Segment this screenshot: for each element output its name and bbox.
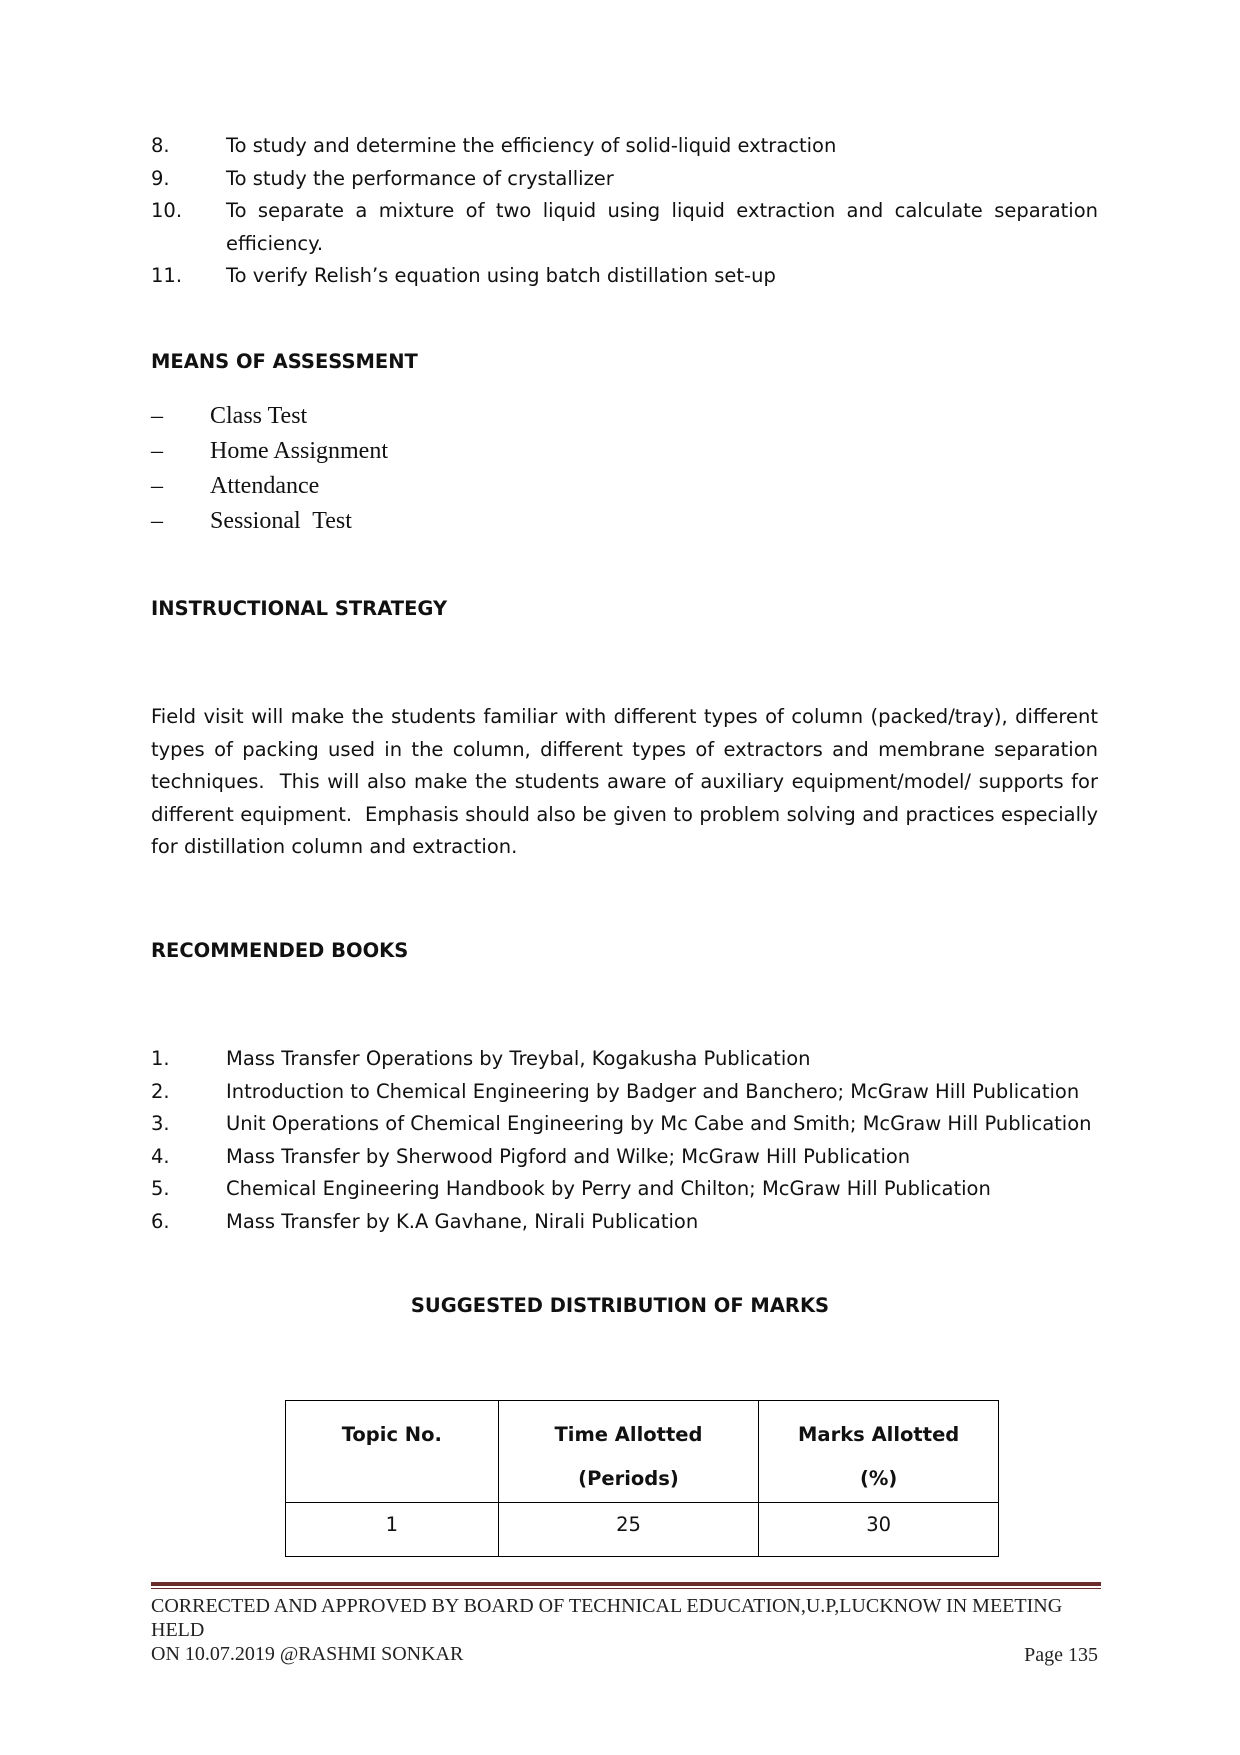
list-text: Class Test <box>210 403 308 429</box>
table-row <box>286 1503 999 1557</box>
marks-heading: SUGGESTED DISTRIBUTION OF MARKS <box>410 1294 830 1317</box>
strategy-paragraph: Field visit will make the students familiar with different types of column (packed/tray), different types of packing used in the column, different types of extractors and membrane separation techniques. This will also make the students aware of auxiliary equipment/model/ supports for different equipment. Emphasis should also be given to problem solving and practices especially for distillation column and extraction. <box>151 705 1105 858</box>
list-number: 6. <box>151 1209 170 1233</box>
list-item <box>151 195 1098 260</box>
table-header-row <box>286 1401 999 1503</box>
list-number: 10. <box>151 199 183 222</box>
list-item <box>151 399 388 434</box>
list-text: Introduction to Chemical Engineering by Badger and Banchero; McGraw Hill Publication <box>226 1079 1080 1103</box>
list-number: 1. <box>151 1047 170 1070</box>
assessment-list <box>151 399 388 539</box>
list-item <box>151 434 388 469</box>
list-number: 4. <box>151 1144 170 1168</box>
list-item <box>151 260 1098 293</box>
list-text: To verify Relish’s equation using batch distillation set-up <box>226 264 776 287</box>
books-list <box>151 1043 1098 1238</box>
list-text: Attendance <box>210 473 320 499</box>
list-item <box>151 504 388 539</box>
list-text: Home Assignment <box>210 438 388 464</box>
list-text: Mass Transfer by Sherwood Pigford and Wilke; McGraw Hill Publication <box>226 1144 911 1168</box>
assessment-heading: MEANS OF ASSESSMENT <box>151 350 418 373</box>
list-number: 8. <box>151 134 170 157</box>
strategy-heading: INSTRUCTIONAL STRATEGY <box>151 597 448 620</box>
table-cell: 30 <box>759 1503 999 1557</box>
list-text: Sessional Test <box>210 508 352 534</box>
footer-line: CORRECTED AND APPROVED BY BOARD OF TECHNICAL EDUCATION,U.P,LUCKNOW IN MEETING HELD <box>151 1595 1063 1641</box>
list-item <box>151 1206 1098 1239</box>
page-number: Page 135 <box>1024 1644 1098 1666</box>
list-text: To separate a mixture of two liquid using liquid extraction and calculate separation efficiency. <box>226 199 1098 255</box>
column-header-time: Time Allotted (Periods) <box>498 1401 759 1503</box>
list-text: Mass Transfer by K.A Gavhane, Nirali Publication <box>226 1209 699 1233</box>
list-text: Unit Operations of Chemical Engineering by Mc Cabe and Smith; McGraw Hill Publication <box>226 1112 1092 1135</box>
list-item <box>151 163 1098 196</box>
list-text: Chemical Engineering Handbook by Perry and Chilton; McGraw Hill Publication <box>226 1177 991 1200</box>
table-cell: 1 <box>286 1503 499 1557</box>
list-item <box>151 1173 1098 1206</box>
list-number: 9. <box>151 166 170 190</box>
footer-rule-thin <box>151 1588 1101 1589</box>
list-text: To study the performance of crystallizer <box>226 166 614 190</box>
column-header-marks: Marks Allotted (%) <box>759 1401 999 1503</box>
list-item <box>151 1108 1098 1141</box>
list-number: 2. <box>151 1079 170 1103</box>
list-item <box>151 469 388 504</box>
dash-bullet: – <box>151 438 163 464</box>
column-header-topic: Topic No. <box>286 1401 499 1503</box>
footer-rule-thick <box>151 1582 1101 1586</box>
dash-bullet: – <box>151 403 163 429</box>
dash-bullet: – <box>151 473 163 499</box>
list-item <box>151 1141 1098 1174</box>
list-number: 11. <box>151 264 183 287</box>
books-heading: RECOMMENDED BOOKS <box>151 939 409 962</box>
table-cell: 25 <box>498 1503 759 1557</box>
list-text: To study and determine the efficiency of solid-liquid extraction <box>226 134 837 157</box>
list-item <box>151 130 1098 163</box>
experiment-list <box>151 130 1098 293</box>
list-number: 3. <box>151 1112 170 1135</box>
list-number: 5. <box>151 1177 170 1200</box>
marks-table <box>285 1400 999 1557</box>
dash-bullet: – <box>151 508 163 534</box>
list-item <box>151 1043 1098 1076</box>
list-item <box>151 1076 1098 1109</box>
footer-line: ON 10.07.2019 @RASHMI SONKAR <box>151 1643 464 1665</box>
list-text: Mass Transfer Operations by Treybal, Kogakusha Publication <box>226 1047 811 1070</box>
